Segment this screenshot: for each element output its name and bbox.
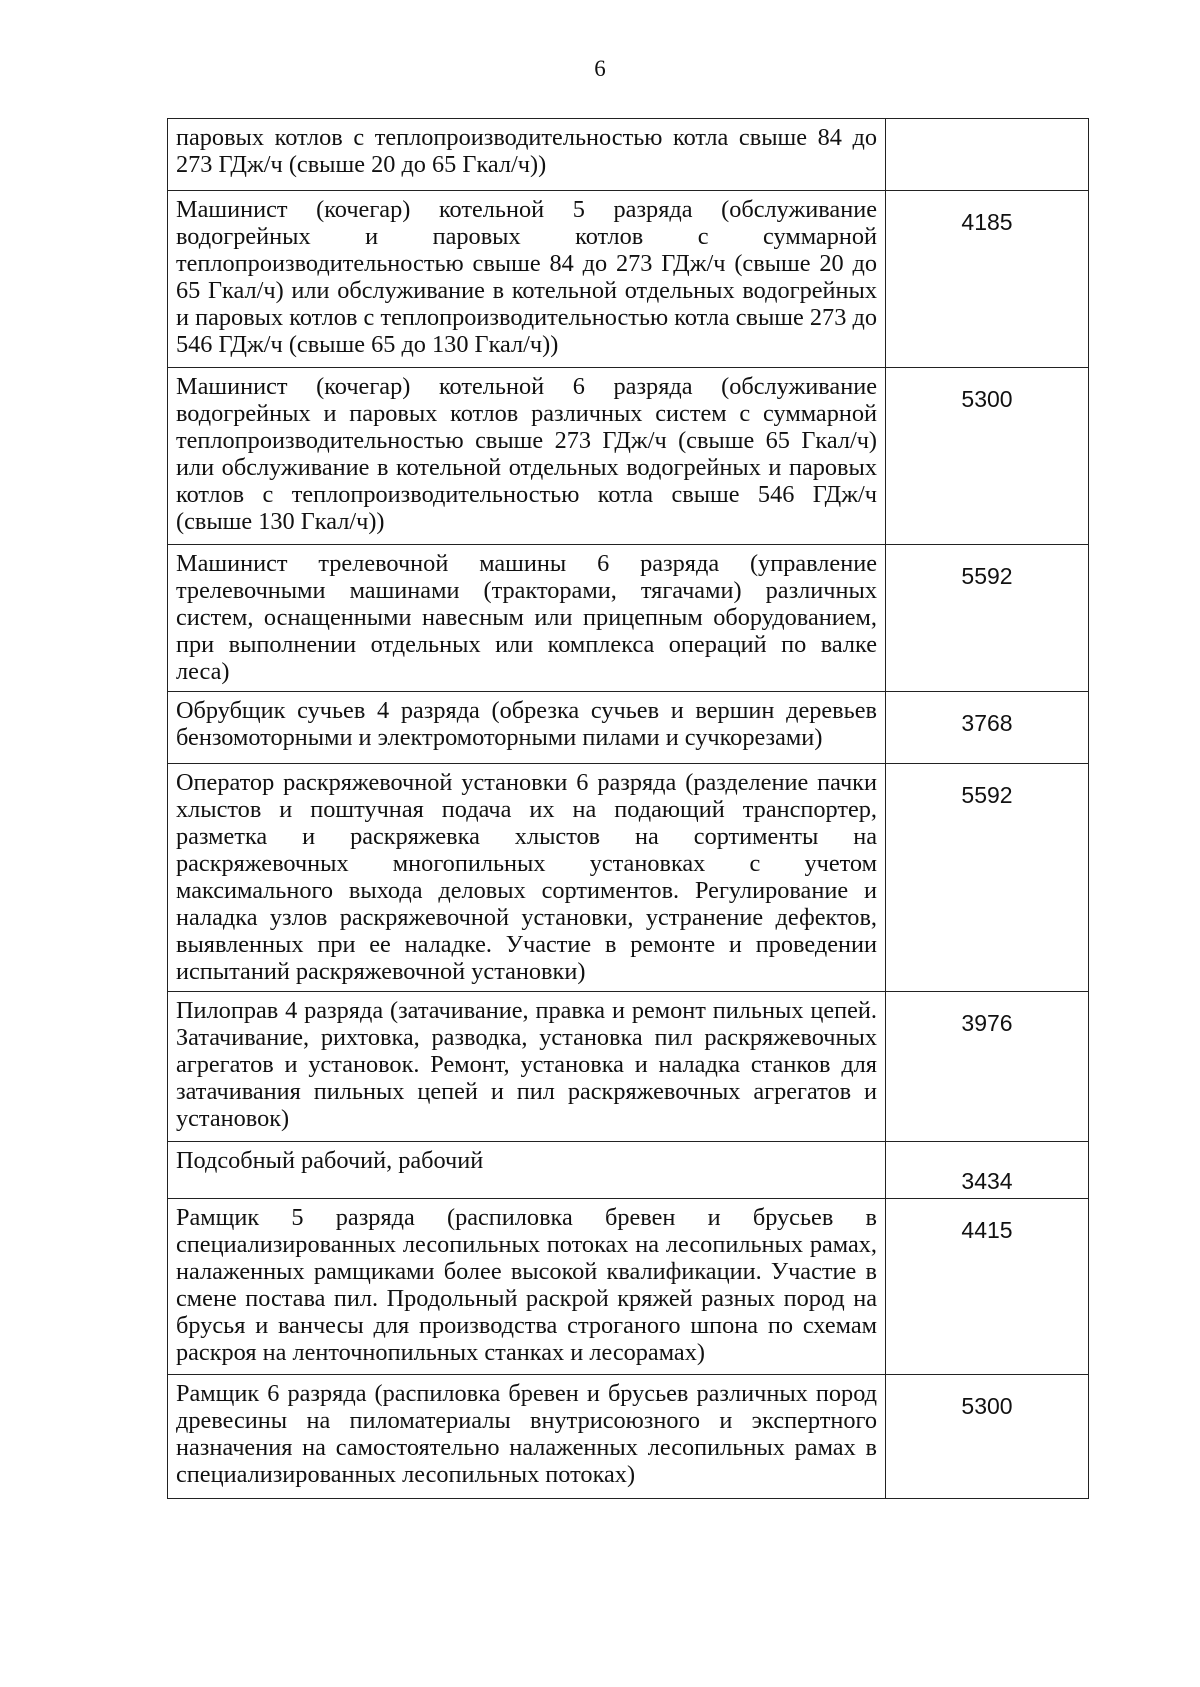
row-value: 3976 <box>886 992 1089 1142</box>
table-row <box>168 1142 1089 1199</box>
row-description: Машинист (кочегар) котельной 5 разряда (обслуживание водогрейных и паровых котлов с суммарной теплопроизводительностью свыше 84 до 273 ГДж/ч (свыше 20 до 65 Гкал/ч) или обслуживание в котельной отдельных водогрейных и паровых котлов с теплопроизводительностью котла свыше 273 до 546 ГДж/ч (свыше 65 до 130 Гкал/ч)) <box>168 191 886 368</box>
row-description: паровых котлов с теплопроизводительностью котла свыше 84 до 273 ГДж/ч (свыше 20 до 65 Гкал/ч)) <box>168 119 886 191</box>
wage-table <box>167 118 1089 1499</box>
table-row <box>168 368 1089 545</box>
table-row <box>168 992 1089 1142</box>
row-description: Пилоправ 4 разряда (затачивание, правка и ремонт пильных цепей. Затачивание, рихтовка, разводка, установка пил раскряжевочных агрегатов и установок. Ремонт, установка и наладка станков для затачивания пильных цепей и пил раскряжевочных агрегатов и установок) <box>168 992 886 1142</box>
table-row <box>168 1199 1089 1375</box>
table-row <box>168 1375 1089 1499</box>
table-row <box>168 692 1089 764</box>
row-description: Подсобный рабочий, рабочий <box>168 1142 886 1199</box>
row-value: 3434 <box>886 1142 1089 1199</box>
row-description: Машинист трелевочной машины 6 разряда (управление трелевочными машинами (тракторами, тягачами) различных систем, оснащенными навесным или прицепным оборудованием, при выполнении отдельных или комплекса операций по валке леса) <box>168 545 886 692</box>
table-row <box>168 119 1089 191</box>
row-value: 4185 <box>886 191 1089 368</box>
row-description: Машинист (кочегар) котельной 6 разряда (обслуживание водогрейных и паровых котлов различных систем с суммарной теплопроизводительностью свыше 273 ГДж/ч (свыше 65 Гкал/ч) или обслуживание в котельной отдельных водогрейных и паровых котлов с теплопроизводительностью котла свыше 546 ГДж/ч (свыше 130 Гкал/ч)) <box>168 368 886 545</box>
row-value: 5300 <box>886 1375 1089 1499</box>
row-value: 5592 <box>886 545 1089 692</box>
page-number: 6 <box>594 56 606 81</box>
row-value: 4415 <box>886 1199 1089 1375</box>
table-row <box>168 545 1089 692</box>
row-description: Рамщик 6 разряда (распиловка бревен и брусьев различных пород древесины на пиломатериалы внутрисоюзного и экспертного назначения на самостоятельно налаженных лесопильных рамах в специализированных лесопильных потоках) <box>168 1375 886 1499</box>
row-description: Обрубщик сучьев 4 разряда (обрезка сучьев и вершин деревьев бензомоторными и электромоторными пилами и сучкорезами) <box>168 692 886 764</box>
row-value: 5592 <box>886 764 1089 992</box>
row-value <box>886 119 1089 191</box>
row-description: Оператор раскряжевочной установки 6 разряда (разделение пачки хлыстов и поштучная подача их на подающий транспортер, разметка и раскряжевка хлыстов на сортименты на раскряжевочных многопильных установках с учетом максимального выхода деловых сортиментов. Регулирование и наладка узлов раскряжевочной установки, устранение дефектов, выявленных при ее наладке. Участие в ремонте и проведении испытаний раскряжевочной установки) <box>168 764 886 992</box>
table-row <box>168 191 1089 368</box>
row-value: 3768 <box>886 692 1089 764</box>
table-row <box>168 764 1089 992</box>
row-description: Рамщик 5 разряда (распиловка бревен и брусьев в специализированных лесопильных потоках на лесопильных рамах, налаженных рамщиками более высокой квалификации. Участие в смене постава пил. Продольный раскрой кряжей разных пород на брусья и ванчесы для производства строганого шпона по схемам раскроя на ленточнопильных станках и лесорамах) <box>168 1199 886 1375</box>
row-value: 5300 <box>886 368 1089 545</box>
